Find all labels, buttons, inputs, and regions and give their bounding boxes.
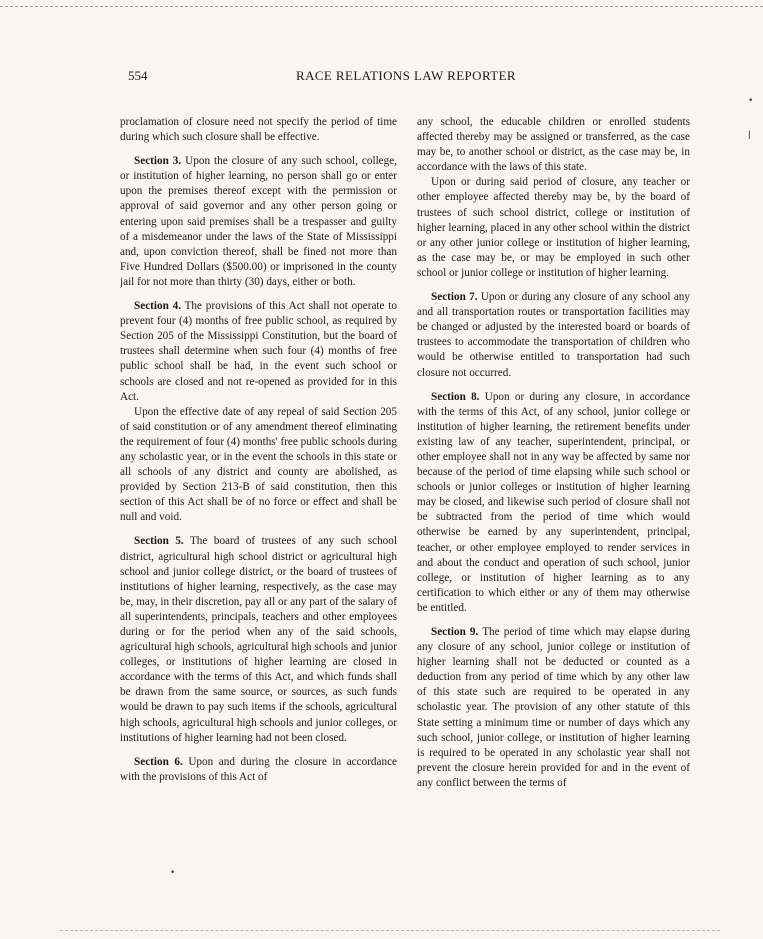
section-heading: Section 6. bbox=[134, 755, 183, 768]
right-column bbox=[417, 115, 690, 875]
section-heading: Section 3. bbox=[134, 155, 182, 168]
left-column bbox=[120, 115, 397, 875]
scan-bottom-edge bbox=[60, 930, 720, 931]
section-heading: Section 5. bbox=[134, 535, 184, 548]
paragraph: proclamation of closure need not specify the period of time during which such closure shall be effective. bbox=[120, 116, 397, 144]
paragraph-section-5: Section 5. The board of trustees of any such school district, agricultural high school district or agricultural high school and junior college district, or the board of trustees of institutions of higher learning, respectively, as the case may be, may, in their discretion, pay all or any part of the salary of all superintendents, principals, teachers and other employees during or for the period when any of the said schools, agricultural high schools, agricultural high schools and junior colleges, or institutions of higher learning are closed in accordance with the terms of this Act, and which funds shall be drawn from the same source, or sources, as such funds would be drawn to pay such items if the schools, agricultural high schools, agricultural high schools and junior colleges, or institutions of higher learning had not been closed. bbox=[120, 535, 397, 744]
running-title: RACE RELATIONS LAW REPORTER bbox=[296, 68, 516, 83]
paragraph: Upon or during said period of closure, any teacher or other employee affected thereby may be, by the board of trustees of such school district, college or institution of higher learning, placed in any other school within the district or any other junior college or institution of higher learning, as the case may be, or may be employed in such other school or junior college or institution of higher learning. bbox=[417, 176, 690, 279]
page-header bbox=[128, 68, 688, 88]
scan-top-edge bbox=[0, 6, 763, 7]
paragraph-section-7: Section 7. Upon or during any closure of any school any and all transportation routes or transportation facilities may be changed or adjusted by the interested board or boards of trustees to accommodate the transportation of children who would be otherwise entitled to transportation had such closure not occurred. bbox=[417, 291, 690, 379]
paragraph-section-8: Section 8. Upon or during any closure, in accordance with the terms of this Act, of any school, junior college or institution of higher learning, the retirement benefits under existing law of any teacher, superintendent, principal, or other employee shall not in any way be affected by same nor because of the period of time elapsing while such school or schools or junior colleges or institution of higher learning may be closed, and likewise such period of closure shall not be subtracted from the period of time which would otherwise be earned by any superintendent, principal, teacher, or other employee employed to render services in and about the conduct and operation of such school, junior college, or institution of higher learning as to any certification to which either or any of them may otherwise be entitled. bbox=[417, 390, 690, 614]
scan-speck: • bbox=[170, 868, 176, 878]
section-heading: Section 7. bbox=[431, 291, 478, 304]
paragraph-section-9: Section 9. The period of time which may elapse during any closure of any school, junior college or institution of higher learning shall not be deducted or counted as a deduction from any period of time which by any other law of this state such are required to be operated in any scholastic year. The provision of any other statute of this State setting a minimum time or number of days which any such school, junior college, or institution of higher learning is required to be operated in any scholastic year shall not prevent the closure herein provided for and in the event of any conflict between the terms of bbox=[417, 626, 690, 789]
section-heading: Section 4. bbox=[134, 300, 181, 313]
paragraph: any school, the educable children or enrolled students affected thereby may be assigned or transferred, as the case may be, to another school or district, as the case may be, in accordance with the laws of this state. bbox=[417, 116, 690, 174]
paragraph-section-4: Section 4. The provisions of this Act shall not operate to prevent four (4) months of free public school, as required by Section 205 of the Mississippi Constitution, but the board of trustees shall determine when such four (4) months of free public school shall be had, in the event such school or schools are closed and not re-opened as provided for in this Act. bbox=[120, 300, 397, 403]
scan-speck: ǀ bbox=[748, 130, 751, 140]
scan-speck: • bbox=[748, 96, 754, 106]
paragraph-section-6: Section 6. Upon and during the closure in accordance with the provisions of this Act of bbox=[120, 755, 397, 783]
section-heading: Section 8. bbox=[431, 390, 480, 403]
page-number: 554 bbox=[128, 68, 148, 83]
section-heading: Section 9. bbox=[431, 626, 479, 638]
paragraph: Upon the effective date of any repeal of said Section 205 of said constitution or of any amendment thereof eliminating the requirement of four (4) months' free public schools during any scholastic year, or in the event the schools in this state or all schools of any district and county are abolished, as provided by Section 213-B of said constitution, then this section of this Act shall be of no force or effect and shall be null and void. bbox=[120, 405, 397, 524]
paragraph-section-3: Section 3. Upon the closure of any such school, college, or institution of higher learning, no person shall go or enter upon the premises thereof except with the permission or approval of said governor and any other person going or entering upon said premises shall be a trespasser and guilty of a misdemeanor under the laws of the State of Mississippi and, upon conviction thereof, shall be fined not more than Five Hundred Dollars ($500.00) or imprisoned in the county jail for not more than thirty (30) days, either or both. bbox=[120, 155, 397, 288]
